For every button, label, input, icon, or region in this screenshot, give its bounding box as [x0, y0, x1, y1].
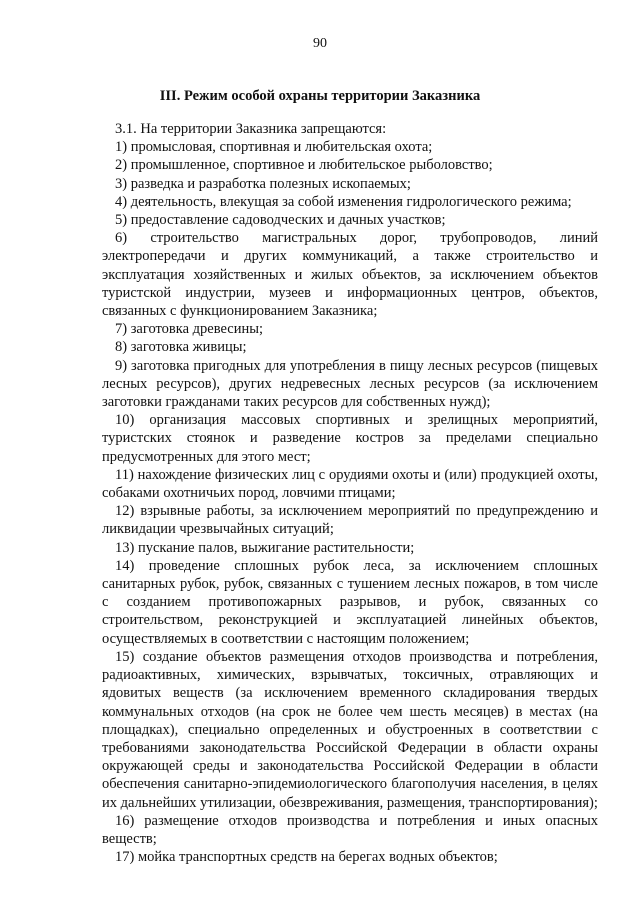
list-item: 2) промышленное, спортивное и любительское рыболовство;	[115, 157, 493, 174]
document-body	[102, 120, 598, 866]
list-item: 6) строительство магистральных дорог, трубопроводов, линий электропередачи и других коммуникаций, а также строительство и эксплуатация хозяйственных и жилых объектов, за исключением объектов туристской индустрии, музеев и информационных центров, объектов, связанных с функционированием Заказника;	[102, 230, 598, 320]
paragraph-intro: 3.1. На территории Заказника запрещаются:	[115, 121, 387, 137]
list-item: 12) взрывные работы, за исключением мероприятий по предупреждению и ликвидации чрезвычайных ситуаций;	[102, 503, 598, 538]
list-item: 10) организация массовых спортивных и зрелищных мероприятий, туристских стоянок и разведение костров за пределами специально предусмотренных для этого мест;	[102, 412, 598, 465]
list-item: 15) создание объектов размещения отходов производства и потребления, радиоактивных, химических, взрывчатых, токсичных, отравляющих и ядовитых веществ (за исключением временного складирования твердых коммунальных отходов (на срок не более чем шесть месяцев) в местах (на площадках), специально определенных и обустроенных в соответствии с требованиями законодательства Российской Федерации в области охраны окружающей среды и законодательства Российской Федерации в области обеспечения санитарно-эпидемиологического благополучия населения, в целях их дальнейших утилизации, обезвреживания, размещения, транспортирования);	[102, 648, 598, 811]
list-item: 14) проведение сплошных рубок леса, за исключением сплошных санитарных рубок, рубок, связанных с тушением лесных пожаров, в том числе с созданием противопожарных разрывов, и рубок, связанных со строительством, реконструкцией и эксплуатацией линейных объектов, осуществляемых в соответствии с настоящим положением;	[102, 557, 598, 647]
list-item: 4) деятельность, влекущая за собой изменения гидрологического режима;	[115, 193, 572, 210]
list-item: 1) промысловая, спортивная и любительская охота;	[115, 139, 433, 156]
list-item: 5) предоставление садоводческих и дачных участков;	[115, 212, 446, 229]
list-item: 9) заготовка пригодных для употребления в пищу лесных ресурсов (пищевых лесных ресурсов), других недревесных лесных ресурсов (за исключением заготовки гражданами таких ресурсов для собственных нужд);	[102, 357, 598, 411]
section-heading: III. Режим особой охраны территории Заказника	[159, 88, 481, 104]
list-item: 13) пускание палов, выжигание растительности;	[115, 539, 415, 556]
list-item: 16) размещение отходов производства и потребления и иных опасных веществ;	[102, 812, 598, 847]
list-item: 17) мойка транспортных средств на берегах водных объектов;	[115, 849, 498, 866]
list-item: 8) заготовка живицы;	[115, 339, 247, 356]
list-item: 3) разведка и разработка полезных ископаемых;	[115, 175, 411, 192]
list-item: 7) заготовка древесины;	[115, 321, 263, 338]
page-number: 90	[313, 36, 327, 51]
list-item: 11) нахождение физических лиц с орудиями охоты и (или) продукцией охоты, собаками охотничьих пород, ловчими птицами;	[102, 466, 598, 502]
